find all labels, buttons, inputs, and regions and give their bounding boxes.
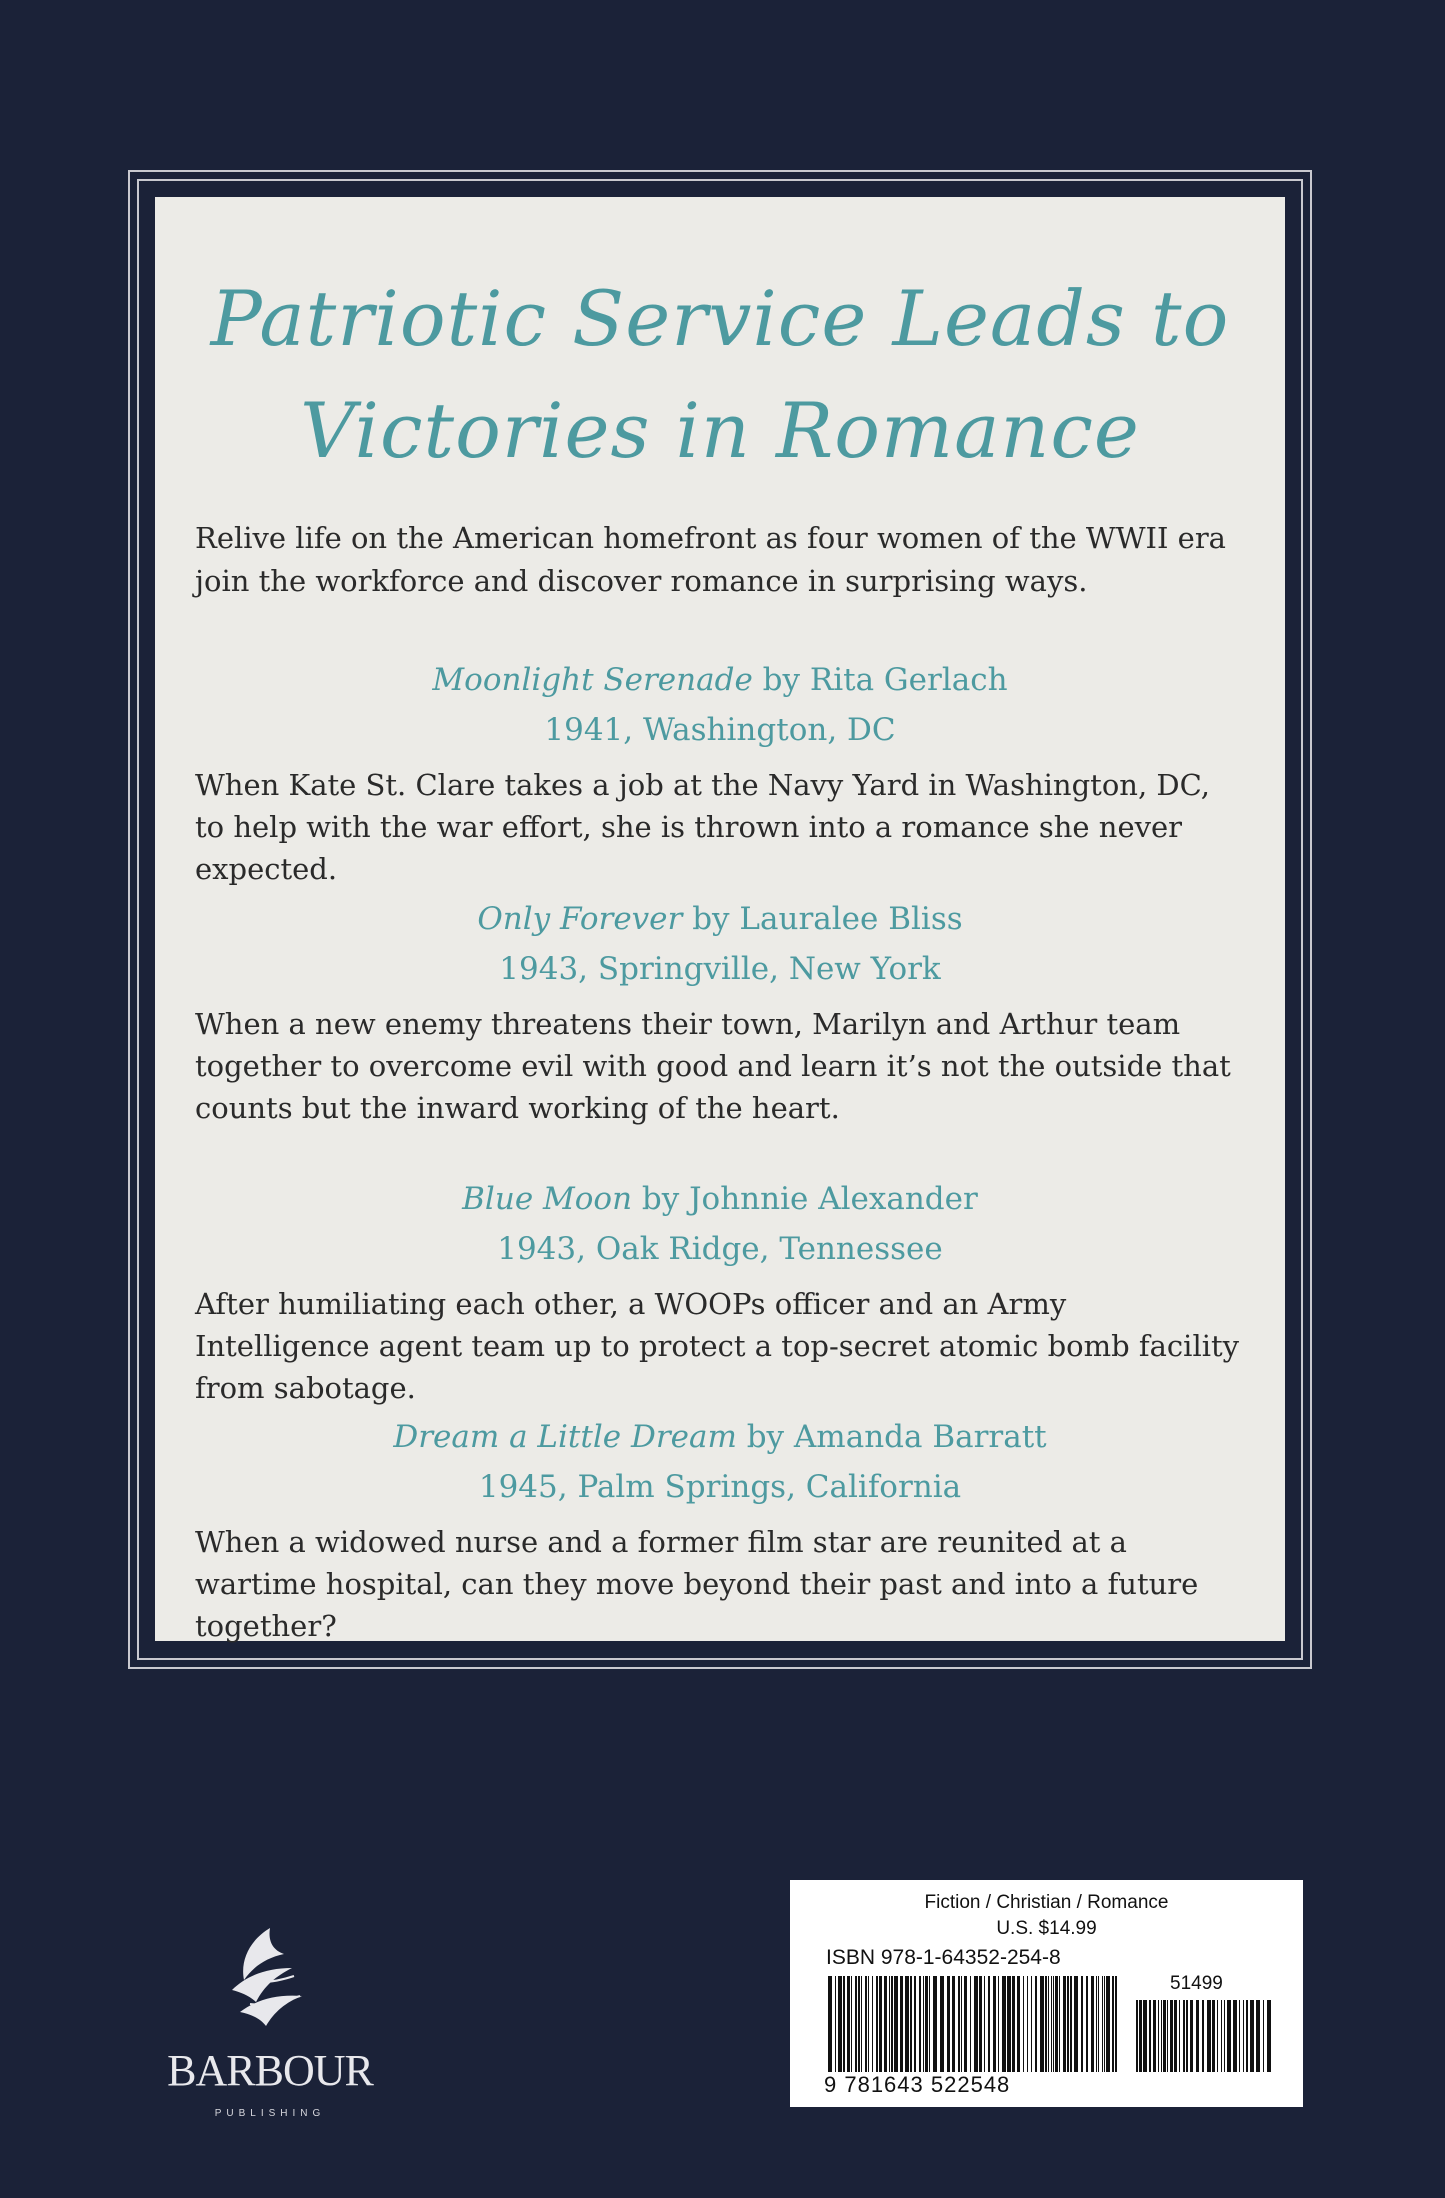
barcode-bar: [1167, 2000, 1168, 2072]
barcode-bar: [1227, 2000, 1231, 2072]
barcode-bar: [828, 1976, 832, 2072]
barcode-bar: [919, 1976, 921, 2072]
book-title: Only Forever: [477, 901, 683, 937]
barcode-bar: [1096, 1976, 1097, 2072]
barcode-category: Fiction / Christian / Romance: [924, 1892, 1169, 1913]
description-panel: [155, 197, 1285, 1641]
book-author: by Rita Gerlach: [752, 662, 1008, 698]
barcode-bar: [1207, 2000, 1211, 2072]
barcode-bar: [868, 1976, 869, 2072]
barcode-bar: [1239, 2000, 1240, 2072]
barcode-bar: [1031, 1976, 1032, 2072]
barcode-bar: [872, 1976, 873, 2072]
barcode-bar: [929, 1976, 930, 2072]
book-title-line: [155, 897, 1285, 941]
barcode-bar: [843, 1976, 845, 2072]
barcode-bar: [1217, 2000, 1218, 2072]
barcode-bar: [1112, 1976, 1114, 2072]
barcode-bar: [1051, 1976, 1052, 2072]
barcode-bar: [1104, 1976, 1105, 2072]
book-title-line: [155, 658, 1285, 702]
barcode-bar: [1212, 2000, 1215, 2072]
barcode-bar: [1017, 1976, 1020, 2072]
heading-line-1: Patriotic Service Leads to: [210, 274, 1230, 363]
barcode-bar: [993, 1976, 996, 2072]
ext-barcode: [1136, 2000, 1276, 2072]
heading-line-2: Victories in Romance: [300, 386, 1140, 475]
barcode-bar: [933, 1976, 937, 2072]
book-setting: 1943, Oak Ridge, Tennessee: [497, 1231, 943, 1267]
barcode-bar: [1267, 2000, 1271, 2072]
barcode-bar: [961, 1976, 962, 2072]
barcode-bar: [974, 1976, 978, 2072]
barcode-bar: [958, 1976, 960, 2072]
barcode-bar: [876, 1976, 878, 2072]
barcode-bar: [1183, 2000, 1185, 2072]
intro-text: Relive life on the American homefront as four women of the WWII era join the workforce and discover romance in surprising ways.: [195, 521, 1226, 598]
barcode-bar: [1250, 2000, 1254, 2072]
barcode-ext-code: 51499: [1170, 1973, 1223, 1994]
barcode-bar: [884, 1976, 887, 2072]
book-title: Blue Moon: [462, 1181, 633, 1217]
barcode-bar: [1256, 2000, 1260, 2072]
book-title: Dream a Little Dream: [393, 1419, 737, 1455]
barcode-bar: [988, 1976, 990, 2072]
book-author: by Amanda Barratt: [736, 1419, 1047, 1455]
barcode-bar: [1186, 2000, 1188, 2072]
barcode-bar: [1174, 2000, 1177, 2072]
book-entry-4: [155, 1415, 1285, 1647]
barcode-bar: [889, 1976, 890, 2072]
book-description: When Kate St. Clare takes a job at the Navy Yard in Washington, DC, to help with the war effort, she is thrown into a romance she never expected.: [195, 768, 1211, 886]
barcode-bar: [952, 1976, 955, 2072]
barcode-bar: [879, 1976, 882, 2072]
book-author: by Lauralee Bliss: [682, 901, 963, 937]
book-entry-2: [155, 897, 1285, 1129]
isbn-barcode: [828, 1976, 1118, 2074]
barcode-bar: [925, 1976, 928, 2072]
barcode-bar: [865, 1976, 867, 2072]
barcode-bar: [1190, 2000, 1193, 2072]
barcode-digits: 9 781643 522548: [824, 2072, 1011, 2097]
book-title-line: [155, 1177, 1285, 1221]
book-setting: 1941, Washington, DC: [544, 712, 896, 748]
barcode-price: U.S. $14.99: [996, 1918, 1097, 1939]
book-title-line: [155, 1415, 1285, 1459]
barcode-bar: [1023, 1976, 1024, 2072]
barcode-bar: [1035, 1976, 1037, 2072]
barcode-bar: [1063, 1976, 1066, 2072]
barcode-bar: [847, 1976, 850, 2072]
barcode-bar: [1233, 2000, 1237, 2072]
book-author: by Johnnie Alexander: [632, 1181, 978, 1217]
barcode-bar: [1002, 1976, 1006, 2072]
barcode-bar: [1149, 2000, 1151, 2072]
book-setting: 1945, Palm Springs, California: [478, 1469, 962, 1505]
barcode-bar: [1027, 1976, 1028, 2072]
barcode-bar: [835, 1976, 836, 2072]
barcode-bar: [1106, 1976, 1110, 2072]
book-description: After humiliating each other, a WOOPs officer and an Army Intelligence agent team up to protect a top-secret atomic bomb facility from sabotage.: [195, 1287, 1240, 1405]
barcode-bar: [1139, 2000, 1142, 2072]
barcode-bar: [979, 1976, 982, 2072]
barcode-bar: [964, 1976, 967, 2072]
barcode-bar: [1070, 1976, 1072, 2072]
barcode-bar: [1059, 1976, 1060, 2072]
barcode-bar: [1067, 1976, 1069, 2072]
barcode-bar: [838, 1976, 842, 2072]
book-setting: 1943, Springville, New York: [499, 951, 941, 987]
barcode-bar: [1246, 2000, 1248, 2072]
barcode-bar: [998, 1976, 999, 2072]
barcode-bar: [1179, 2000, 1180, 2072]
book-description: When a widowed nurse and a former film star are reunited at a wartime hospital, can they move beyond their past and into a future together?: [195, 1525, 1199, 1643]
book-pages-icon: [210, 1920, 330, 2040]
barcode-bar: [1102, 1976, 1103, 2072]
barcode-bar: [1091, 1976, 1094, 2072]
barcode-bar: [1012, 1976, 1015, 2072]
barcode-bar: [1221, 2000, 1222, 2072]
barcode-bar: [900, 1976, 903, 2072]
barcode-bar: [1202, 2000, 1204, 2072]
barcode-bar: [947, 1976, 950, 2072]
barcode-bar: [851, 1976, 852, 2072]
barcode-bar: [1053, 1976, 1054, 2072]
barcode-bar: [970, 1976, 971, 2072]
barcode-bar: [1170, 2000, 1173, 2072]
barcode-bar: [1263, 2000, 1264, 2072]
cover-heading: [155, 263, 1285, 487]
barcode-bar: [855, 1976, 857, 2072]
barcode-bar: [1115, 1976, 1117, 2072]
book-title: Moonlight Serenade: [432, 662, 753, 698]
barcode-isbn: ISBN 978-1-64352-254-8: [826, 1946, 1061, 1969]
barcode-bar: [1040, 1976, 1044, 2072]
barcode-bar: [1196, 2000, 1199, 2072]
barcode-bar: [984, 1976, 985, 2072]
barcode-bar: [1158, 2000, 1159, 2072]
barcode-label: [790, 1880, 1303, 2107]
barcode-bar: [861, 1976, 862, 2072]
barcode-bar: [1048, 1976, 1049, 2072]
publisher-logo: [150, 1920, 390, 2130]
barcode-bar: [1098, 1976, 1099, 2072]
barcode-bar: [1153, 2000, 1156, 2072]
barcode-bar: [1081, 1976, 1083, 2072]
barcode-bar: [1055, 1976, 1058, 2072]
book-entry-1: [155, 658, 1285, 890]
publisher-subtitle: PUBLISHING: [214, 2108, 326, 2119]
book-description: When a new enemy threatens their town, Marilyn and Arthur team together to overcome evil with good and learn it’s not the outside that counts but the inward working of the heart.: [195, 1007, 1231, 1125]
barcode-bar: [940, 1976, 944, 2072]
barcode-bar: [1045, 1976, 1047, 2072]
barcode-bar: [910, 1976, 912, 2072]
barcode-bar: [1143, 2000, 1147, 2072]
barcode-bar: [1136, 2000, 1138, 2072]
barcode-bar: [1163, 2000, 1166, 2072]
barcode-bar: [905, 1976, 909, 2072]
barcode-bar: [1007, 1976, 1011, 2072]
book-entry-3: [155, 1177, 1285, 1409]
barcode-bar: [1224, 2000, 1225, 2072]
barcode-bar: [894, 1976, 898, 2072]
barcode-bar: [891, 1976, 893, 2072]
barcode-bar: [914, 1976, 916, 2072]
barcode-bar: [1074, 1976, 1078, 2072]
barcode-bar: [1161, 2000, 1162, 2072]
barcode-bar: [1086, 1976, 1088, 2072]
barcode-bar: [1243, 2000, 1244, 2072]
barcode-bar: [858, 1976, 860, 2072]
publisher-name: BARBOUR: [167, 2046, 373, 2095]
barcode-bar: [923, 1976, 924, 2072]
